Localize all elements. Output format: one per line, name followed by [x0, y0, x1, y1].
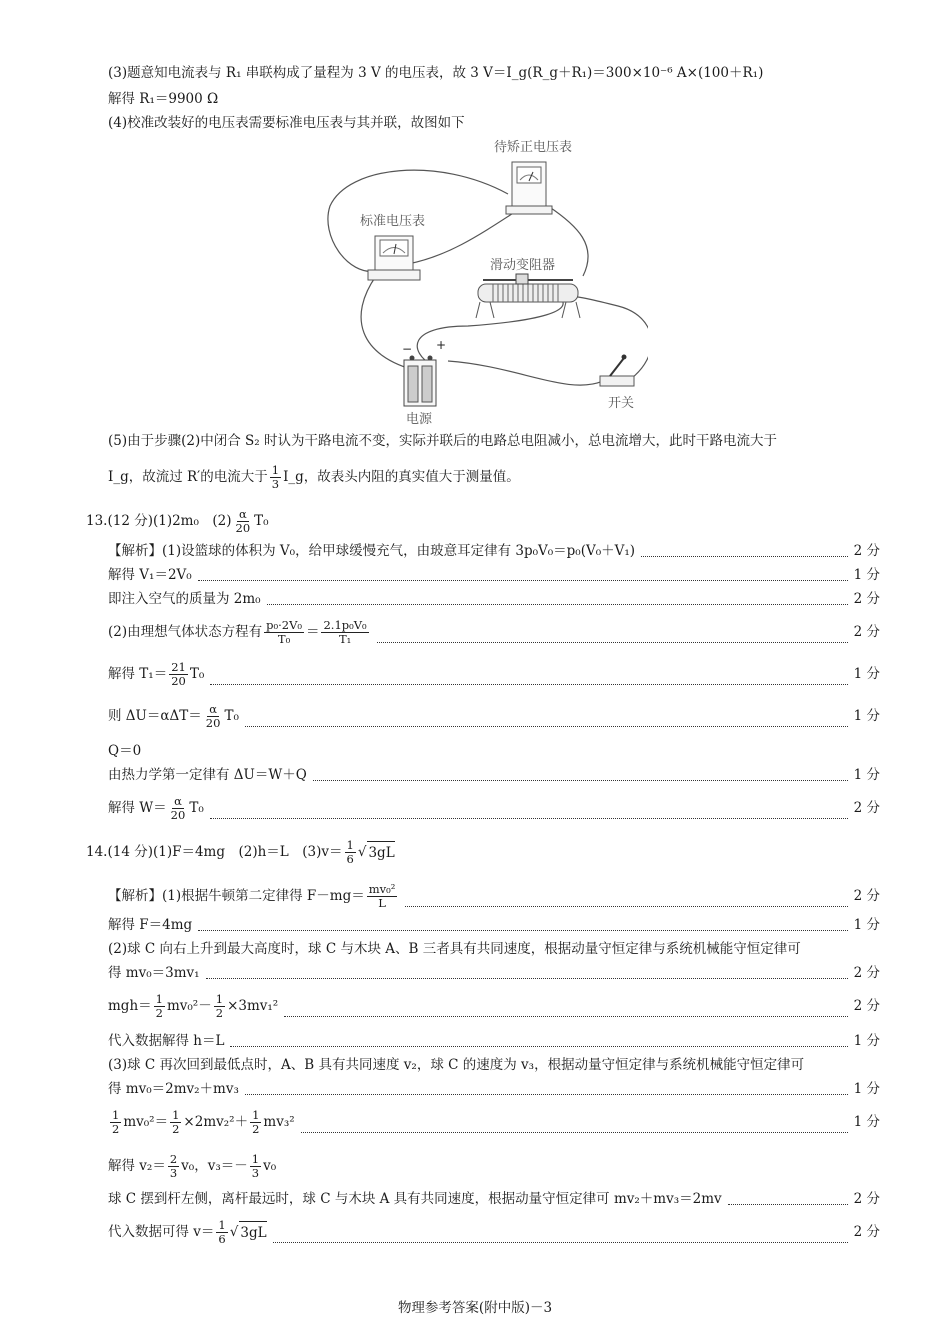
part3-line3: (4)校准改装好的电压表需要标准电压表与其并联，故图如下 [108, 115, 465, 131]
label-standard-meter: 标准电压表 [360, 214, 426, 229]
q14-row11: 球 C 摆到杆左侧，离杆最远时，球 C 与木块 A 具有共同速度，根据动量守恒定律可 mv₂＋mv₃＝2mv 2 分 [108, 1191, 880, 1207]
q13-row1: 【解析】(1)设篮球的体积为 V₀，给甲球缓慢充气，由玻意耳定律有 3p₀V₀＝p₀(V₀＋V₁) 2 分 [108, 543, 880, 559]
fraction: $\frac{1}{2}$ [215, 991, 224, 1020]
q13-row8: 由热力学第一定律有 ΔU＝W＋Q 1 分 [108, 767, 880, 783]
part5-line1: (5)由于步骤(2)中闭合 S₂ 时认为干路电流不变，实际并联后的电路总电阻减小，总电流增大，此时干路电流大于 [108, 433, 777, 449]
q14-row6: 代入数据解得 h＝L 1 分 [108, 1033, 880, 1049]
fraction: $\frac{\text{2.1p₀V₀}}{\text{T₁}}$ [323, 617, 367, 646]
fraction: $\frac{\text{p₀·2V₀}}{\text{T₀}}$ [266, 617, 302, 646]
fraction: $\frac{1}{2}$ [252, 1107, 260, 1136]
q13-row6: 则 ΔU＝αΔT＝ $\frac{\alpha}{20}$ T₀ 1 分 [108, 701, 880, 730]
circuit-diagram [318, 136, 648, 428]
q14-row1: 【解析】(1)根据牛顿第二定律得 F－mg＝ $\frac{\text{mv₀²}}{L}$ 2 分 [108, 881, 880, 910]
q14-row7: (3)球 C 再次回到最低点时，A、B 具有共同速度 v₂，球 C 的速度为 v₃，根据动量守恒定律与系统机械能守恒定律可 [108, 1057, 805, 1073]
q14-row9: $\frac{1}{2}$ mv₀²＝ $\frac{1}{2}$ ×2mv₂²＋ $\frac{1}{2}$ mv₃² 1 分 [112, 1107, 880, 1136]
fraction: $\frac{21}{20}$ [171, 659, 186, 688]
part5-line2: I_g，故流过 R′的电流大于 $\frac{1}{3}$ I_g，故表头内阻的真实值大于测量值。 [108, 462, 520, 491]
q13-row9: 解得 W＝ $\frac{\alpha}{20}$ T₀ 2 分 [108, 793, 880, 822]
part3-line1: (3)题意知电流表与 R₁ 串联构成了量程为 3 V 的电压表，故 3 V＝I_g(R_g＋R₁)＝300×10⁻⁶ A×(100＋R₁) [108, 65, 764, 81]
q13-row3: 即注入空气的质量为 2m₀ 2 分 [108, 591, 880, 607]
q14-row5: mgh＝ $\frac{1}{2}$ mv₀²－ $\frac{1}{2}$ ×3mv₁² 2 分 [108, 991, 880, 1020]
fraction: $\frac{\alpha}{20}$ [205, 701, 221, 730]
circuit-drawing [318, 136, 648, 428]
label-power: 电源 [406, 412, 433, 427]
label-switch: 开关 [608, 396, 635, 411]
label-meter-to-calibrate: 待矫正电压表 [494, 140, 573, 155]
battery [404, 356, 436, 407]
q13-row2: 解得 V₁＝2V₀ 1 分 [108, 567, 880, 583]
q14-row10: 解得 v₂＝ $\frac{2}{3}$ v₀，v₃＝－ $\frac{1}{3}$ v₀ [108, 1151, 277, 1180]
label-rheostat: 滑动变阻器 [490, 258, 556, 273]
q13-header: 13.(12 分)(1)2m₀ (2) $\frac{\alpha}{20}$ T₀ [86, 506, 269, 535]
fraction: $\frac{1}{6}$ [218, 1217, 226, 1246]
minus-sign: − [402, 342, 413, 356]
q14-row4: 得 mv₀＝3mv₁ 2 分 [108, 965, 880, 981]
q14-row12: 代入数据可得 v＝ $\frac{1}{6}$ √ 3gL 2 分 [108, 1217, 880, 1246]
fraction: $\frac{\alpha}{20}$ [170, 793, 186, 822]
page-footer: 物理参考答案(附中版)－3 [397, 1300, 553, 1316]
q14-row8: 得 mv₀＝2mv₂＋mv₃ 1 分 [108, 1081, 880, 1097]
q14-row3: (2)球 C 向右上升到最大高度时，球 C 与木块 A、B 三者具有共同速度，根据动量守恒定律与系统机械能守恒定律可 [108, 941, 801, 957]
fraction: $\frac{1}{2}$ [112, 1107, 120, 1136]
plus-sign: + [436, 338, 447, 352]
rheostat [476, 274, 580, 318]
fraction: $\frac{1}{3}$ [251, 1151, 260, 1180]
knife-switch [600, 355, 634, 387]
fraction: $\frac{1}{2}$ [155, 991, 163, 1020]
q14-header: 14.(14 分)(1)F＝4mg (2)h＝L (3)v＝ $\frac{1}{6}$ √ 3gL [86, 837, 395, 866]
fraction: $\frac{1}{6}$ [346, 837, 354, 866]
fraction: $\frac{1}{2}$ [172, 1107, 180, 1136]
q13-row4: (2)由理想气体状态方程有 $\frac{\text{p₀·2V₀}}{\text{T₀}}$ ＝ $\frac{\text{2.1p₀V₀}}{\text{T₁}}$ 2 分 [108, 617, 880, 646]
standard-voltmeter [368, 236, 420, 280]
voltmeter-to-calibrate [506, 162, 552, 214]
q13-row7: Q＝0 [108, 743, 142, 759]
fraction: $\frac{\alpha}{20}$ [235, 506, 251, 535]
fraction: $\frac{1}{3}$ [271, 462, 280, 491]
q13-row5: 解得 T₁＝ $\frac{21}{20}$ T₀ 1 分 [108, 659, 880, 688]
fraction: $\frac{2}{3}$ [169, 1151, 178, 1180]
part3-line2: 解得 R₁＝9900 Ω [108, 91, 219, 107]
q14-row2: 解得 F＝4mg 1 分 [108, 917, 880, 933]
fraction: $\frac{\text{mv₀²}}{L}$ [368, 881, 396, 910]
